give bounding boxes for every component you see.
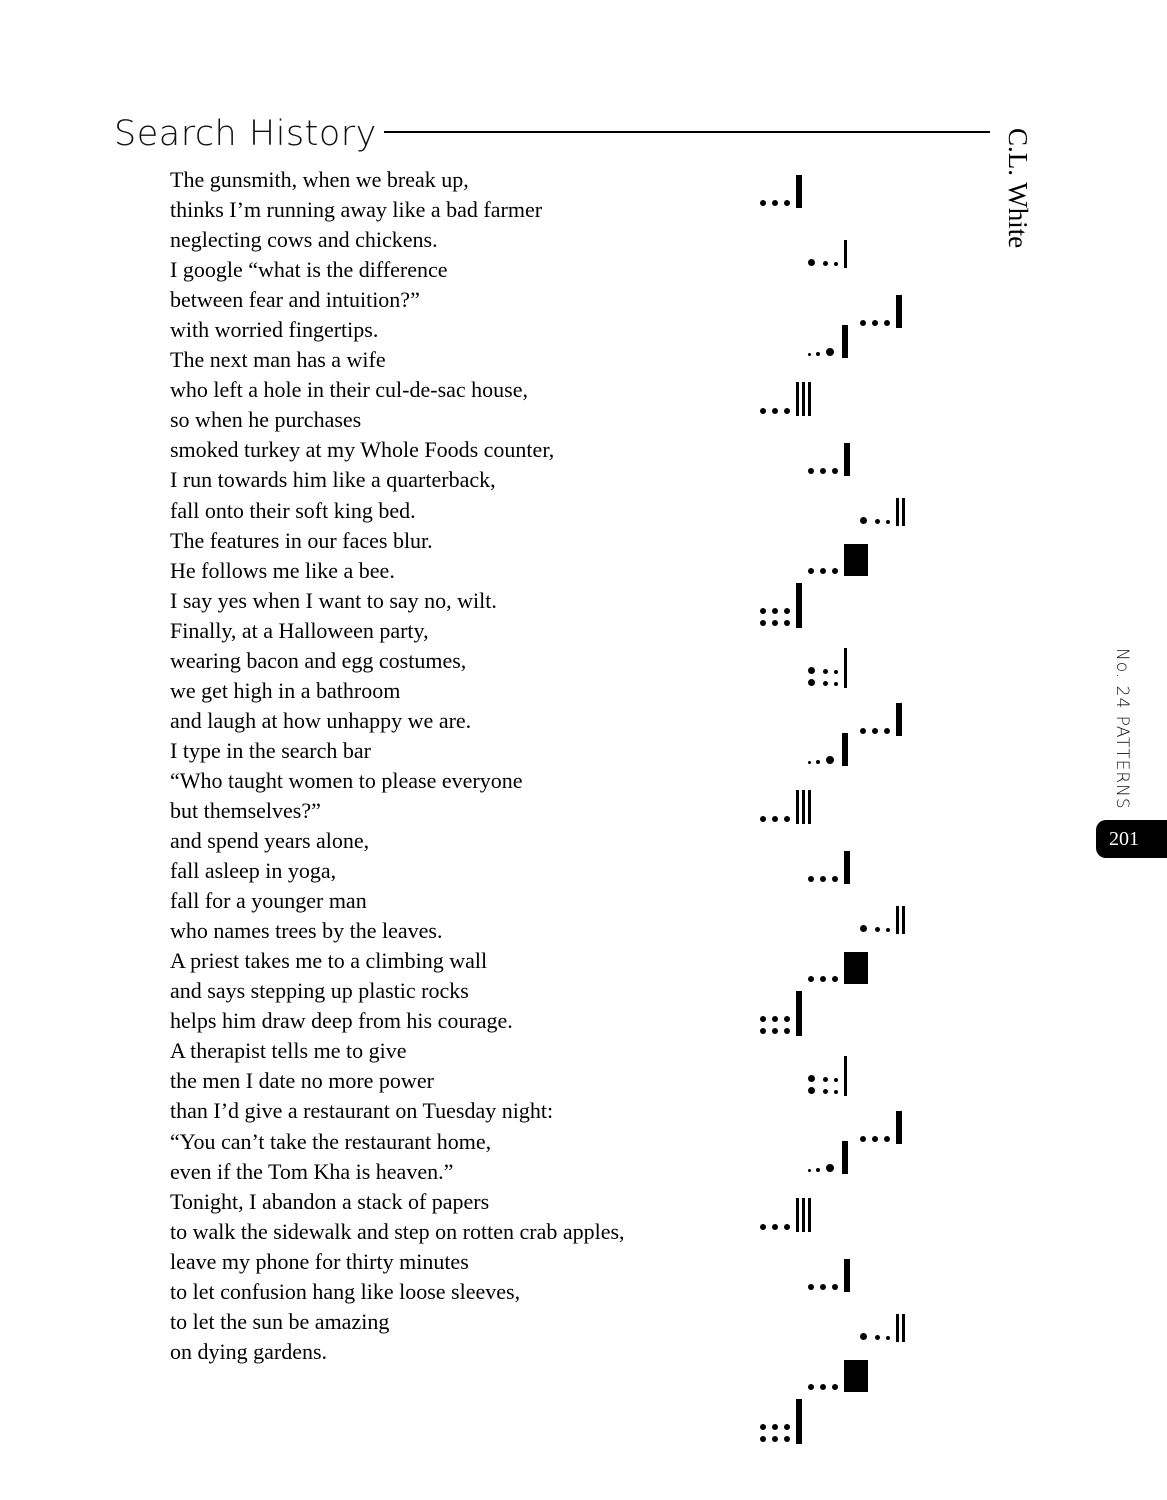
pattern-dot [820, 468, 826, 474]
pattern-dot [884, 320, 890, 326]
pattern-dot [808, 761, 811, 764]
pattern-dot [832, 1284, 838, 1290]
pattern-dot [808, 568, 814, 574]
pattern-dot [860, 517, 867, 524]
pattern-dot [808, 1284, 814, 1290]
pattern-dot [760, 408, 766, 414]
pattern-dot [816, 760, 820, 764]
pattern-dot [808, 667, 815, 674]
pattern-dot [834, 1090, 838, 1094]
pattern-bar [842, 733, 848, 766]
pattern-dot [823, 1077, 828, 1082]
pattern-dot [772, 408, 778, 414]
poem-line: I run towards him like a quarterback, [170, 467, 496, 493]
poem-line: and says stepping up plastic rocks [170, 978, 469, 1004]
page-title: Search History [114, 114, 377, 154]
pattern-dot [834, 682, 838, 686]
pattern-bar [896, 498, 899, 526]
pattern-dot [886, 520, 890, 524]
poem-line: and spend years alone, [170, 828, 370, 854]
pattern-dot [826, 756, 834, 764]
pattern-dot [784, 608, 790, 614]
poem-line: He follows me like a bee. [170, 557, 395, 583]
pattern-dot [760, 1436, 766, 1442]
pattern-bar [842, 325, 848, 358]
pattern-dot [808, 468, 814, 474]
pattern-dot [808, 353, 811, 356]
poem-line: The gunsmith, when we break up, [170, 167, 469, 192]
pattern-bar [844, 1056, 847, 1084]
pattern-bar [902, 1314, 905, 1342]
pattern-dot [808, 1169, 811, 1172]
pattern-dot [820, 1284, 826, 1290]
pattern-dot [808, 1087, 815, 1094]
pattern-bar [844, 648, 847, 676]
pattern-dot [760, 1016, 766, 1022]
pattern-dot [884, 1136, 890, 1142]
pattern-bar [842, 1141, 848, 1174]
pattern-dot [808, 976, 814, 982]
poem-line: smoked turkey at my Whole Foods counter, [170, 437, 555, 463]
pattern-dot [820, 568, 826, 574]
pattern-bar [896, 1111, 902, 1144]
pattern-dot [772, 1436, 778, 1442]
poem-line: to let confusion hang like loose sleeves, [170, 1278, 521, 1304]
poem-line: so when he purchases [170, 407, 362, 433]
pattern-bar [896, 703, 902, 736]
pattern-bar [808, 382, 811, 416]
pattern-dot [760, 816, 766, 822]
pattern-dot [760, 1028, 766, 1034]
pattern-bar [808, 1198, 811, 1232]
pattern-dot [823, 261, 828, 266]
pattern-dot [826, 348, 834, 356]
poem-line: I google “what is the difference [170, 257, 448, 283]
pattern-dot [860, 1333, 867, 1340]
poem-line: thinks I’m running away like a bad farmer [170, 197, 543, 223]
poem-line: fall onto their soft king bed. [170, 497, 416, 523]
pattern-dot [820, 976, 826, 982]
pattern-dot [816, 1168, 820, 1172]
poem-line: Finally, at a Halloween party, [170, 617, 429, 643]
pattern-dot [760, 1224, 766, 1230]
pattern-dot [784, 1224, 790, 1230]
pattern-bar [896, 295, 902, 328]
pattern-dot [832, 1384, 838, 1390]
pattern-dot [834, 1078, 838, 1082]
pattern-bar [844, 851, 850, 884]
pattern-dot [860, 320, 866, 326]
pattern-bar [796, 1399, 802, 1432]
pattern-dot [872, 728, 878, 734]
pattern-bar [808, 790, 811, 824]
poem-line: helps him draw deep from his courage. [170, 1008, 513, 1034]
poem-line: to let the sun be amazing [170, 1308, 390, 1334]
poem-line: than I’d give a restaurant on Tuesday night: [170, 1098, 554, 1124]
pattern-dot [872, 320, 878, 326]
pattern-bar [844, 1360, 868, 1392]
poem-line: who names trees by the leaves. [170, 918, 443, 944]
poem-line: The next man has a wife [170, 347, 386, 373]
issue-label: No. 24 PATTERNS [1112, 648, 1132, 810]
pattern-dot [816, 352, 820, 356]
pattern-bar [844, 443, 850, 476]
poem-line: I type in the search bar [170, 737, 371, 763]
poem-line: The features in our faces blur. [170, 527, 433, 553]
pattern-dot [823, 681, 828, 686]
poem-line: who left a hole in their cul-de-sac house, [170, 377, 528, 403]
poem-line: Tonight, I abandon a stack of papers [170, 1188, 490, 1214]
pattern-dot [808, 1384, 814, 1390]
pattern-dot [872, 1136, 878, 1142]
pattern-dot [808, 679, 815, 686]
poem-line: the men I date no more power [170, 1068, 434, 1094]
pattern-dot [772, 608, 778, 614]
pattern-dot [832, 468, 838, 474]
pattern-bar [796, 583, 802, 616]
pattern-dot [784, 200, 790, 206]
pattern-bar [802, 790, 805, 824]
pattern-bar [796, 991, 802, 1024]
pattern-bar [844, 544, 868, 576]
pattern-dot [784, 816, 790, 822]
pattern-dot [808, 1075, 815, 1082]
poem-line: even if the Tom Kha is heaven.” [170, 1158, 454, 1184]
pattern-dot [832, 976, 838, 982]
pattern-dot [860, 925, 867, 932]
pattern-dot [875, 1335, 880, 1340]
pattern-dot [772, 200, 778, 206]
poem-line: on dying gardens. [170, 1338, 328, 1364]
pattern-bar [796, 1198, 799, 1232]
pattern-bar [802, 1198, 805, 1232]
pattern-dot [760, 608, 766, 614]
pattern-dot [772, 1424, 778, 1430]
pattern-bar [844, 1259, 850, 1292]
pattern-dot [784, 1028, 790, 1034]
pattern-dot [784, 1436, 790, 1442]
pattern-dot [834, 262, 838, 266]
pattern-dot [875, 927, 880, 932]
poem-line: to walk the sidewalk and step on rotten crab apples, [170, 1218, 625, 1244]
page-tab [1096, 820, 1167, 858]
pattern-bar [796, 790, 799, 824]
poem-line: A therapist tells me to give [170, 1038, 407, 1064]
pattern-bar [796, 382, 799, 416]
poem-line: “You can’t take the restaurant home, [170, 1128, 492, 1154]
page-number: 201 [1109, 828, 1139, 850]
pattern-dot [886, 1336, 890, 1340]
poem-line: fall for a younger man [170, 888, 367, 914]
poem-line: neglecting cows and chickens. [170, 227, 438, 253]
pattern-dot [772, 816, 778, 822]
pattern-dot [784, 1016, 790, 1022]
pattern-bar [844, 240, 847, 268]
pattern-bar [902, 498, 905, 526]
poem-line: wearing bacon and egg costumes, [170, 647, 467, 673]
pattern-dot [884, 728, 890, 734]
pattern-dot [834, 670, 838, 674]
pattern-dot [784, 620, 790, 626]
poem-line: but themselves?” [170, 797, 321, 823]
poem-line: between fear and intuition?” [170, 287, 420, 313]
poem-line: I say yes when I want to say no, wilt. [170, 587, 497, 613]
pattern-bar [844, 952, 868, 984]
pattern-dot [832, 876, 838, 882]
pattern-dot [760, 200, 766, 206]
pattern-dot [772, 620, 778, 626]
pattern-bar [796, 175, 802, 208]
pattern-bar [802, 382, 805, 416]
poem-line: with worried fingertips. [170, 317, 379, 343]
pattern-dot [826, 1164, 834, 1172]
pattern-dot [860, 728, 866, 734]
poem-line: we get high in a bathroom [170, 677, 401, 703]
pattern-dot [760, 620, 766, 626]
pattern-bar [896, 1314, 899, 1342]
poem-line: leave my phone for thirty minutes [170, 1248, 469, 1274]
pattern-dot [772, 1224, 778, 1230]
pattern-dot [784, 408, 790, 414]
pattern-dot [832, 568, 838, 574]
pattern-bar [902, 906, 905, 934]
poem-line: and laugh at how unhappy we are. [170, 707, 472, 733]
pattern-dot [886, 928, 890, 932]
pattern-dot [760, 1424, 766, 1430]
pattern-dot [820, 1384, 826, 1390]
pattern-dot [860, 1136, 866, 1142]
author-name: C.L. White [1003, 128, 1033, 249]
poem-line: A priest takes me to a climbing wall [170, 948, 488, 974]
pattern-dot [823, 669, 828, 674]
pattern-dot [875, 519, 880, 524]
pattern-dot [772, 1028, 778, 1034]
pattern-dot [808, 259, 815, 266]
poem-line: fall asleep in yoga, [170, 858, 337, 884]
pattern-bar [896, 906, 899, 934]
pattern-dot [820, 876, 826, 882]
pattern-dot [808, 876, 814, 882]
pattern-dot [784, 1424, 790, 1430]
poem-line: “Who taught women to please everyone [170, 767, 523, 793]
pattern-dot [823, 1089, 828, 1094]
pattern-dot [772, 1016, 778, 1022]
